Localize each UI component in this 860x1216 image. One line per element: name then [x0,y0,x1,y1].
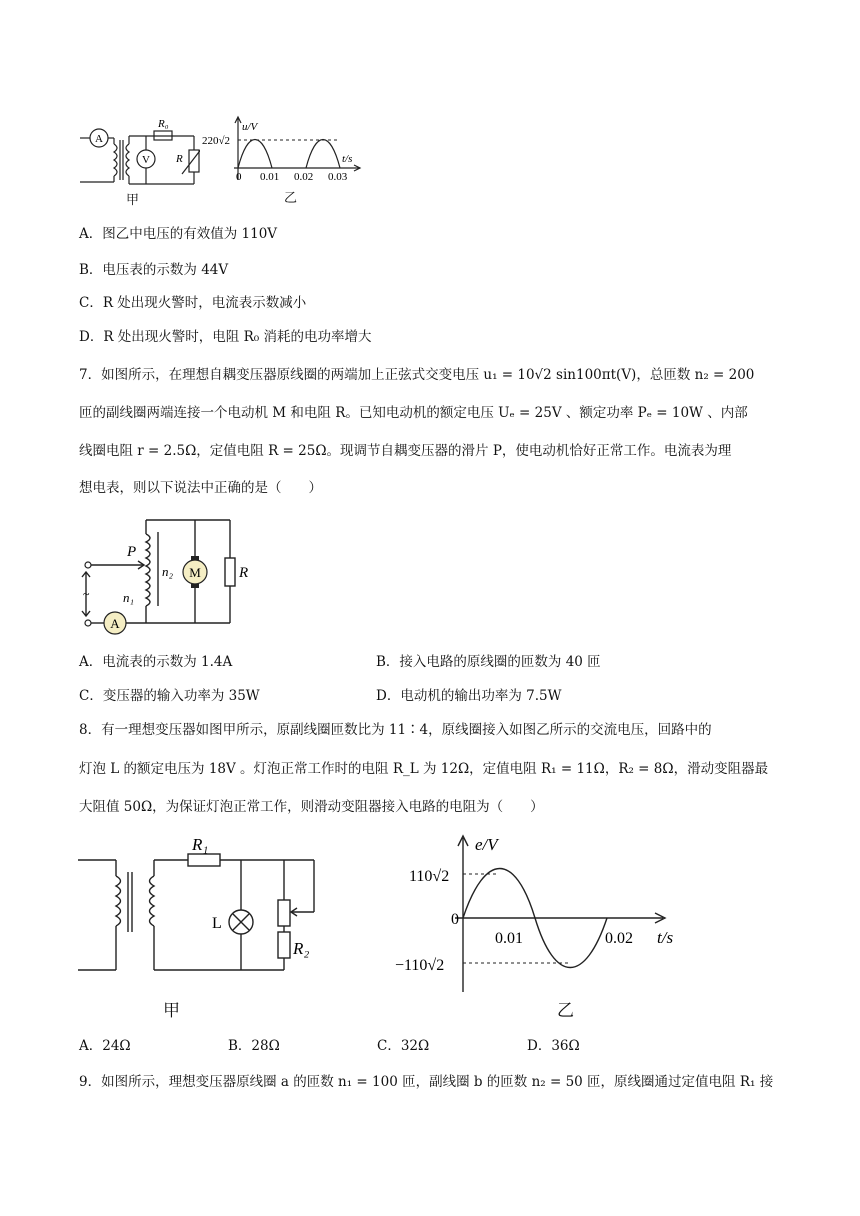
q7-option-d: D．电动机的输出功率为 7.5W [376,688,562,704]
q7-n2-label: n₂ [162,564,174,579]
q8-lamp-label: L [212,915,222,932]
q7-figure [78,510,268,638]
q7-stem-line-3: 线圈电阻 r = 2.5Ω，定值电阻 R = 25Ω。现调节自耦变压器的滑片 P，使电动机恰好正常工作。电流表为理 [79,443,732,459]
q8-yi-xlabel: t/s [657,928,674,947]
q7-stem-line-2: 匝的副线圈两端连接一个电动机 M 和电阻 R。已知电动机的额定电压 Uₑ = 25V 、额定功率 Pₑ = 10W 、内部 [79,405,748,421]
q6-voltmeter-label: V [142,154,150,166]
q8-option-c: C．32Ω [377,1038,430,1054]
q6-figure-yi [200,110,365,186]
q8-stem-line-2: 灯泡 L 的额定电压为 18V 。灯泡正常工作时的电阻 R_L 为 12Ω，定值电阻 R₁ = 11Ω，R₂ = 8Ω，滑动变阻器最 [79,761,769,777]
q6-fig-yi-caption: 乙 [284,191,298,206]
q7-option-a: A．电流表的示数为 1.4A [79,654,233,670]
q8-figure-jia [76,832,331,977]
q8-option-a: A．24Ω [79,1038,131,1054]
q7-slider-p-label: P [127,544,137,560]
q6-yi-tick-3: 0.03 [328,171,348,183]
q7-r-label: R [239,565,249,581]
q8-yi-origin: 0 [451,911,459,928]
q7-option-c: C．变压器的输入功率为 35W [79,688,260,704]
q6-option-a: A．图乙中电压的有效值为 110V [79,226,278,242]
q8-option-b: B．28Ω [228,1038,280,1054]
q6-option-d: D．R 处出现火警时，电阻 R₀ 消耗的电功率增大 [79,329,372,345]
q7-n1-label: n₁ [123,590,135,605]
q7-stem-line-4: 想电表，则以下说法中正确的是（ ） [79,480,322,496]
q7-stem-line-1: 7．如图所示，在理想自耦变压器原线圈的两端加上正弦式交变电压 u₁ = 10√2 sin100πt(V)，总匝数 n₂ = 200 [79,367,755,383]
q8-figure-yi [395,832,685,1000]
q8-yi-ylabel: e/V [475,835,498,854]
q6-yi-xlabel: t/s [342,153,353,165]
q6-fig-jia-caption: 甲 [126,193,140,208]
q6-r-label: R [176,153,183,165]
q6-option-b: B．电压表的示数为 44V [79,262,229,278]
q6-yi-peak-label: 220√2 [202,135,231,147]
q8-fig-yi-caption: 乙 [557,1001,574,1021]
q7-ac-symbol: ~ [83,587,90,601]
q8-yi-peak-pos: 110√2 [409,868,450,885]
q7-motor-label: M [189,565,201,580]
q6-option-c: C．R 处出现火警时，电流表示数减小 [79,295,307,311]
q7-ammeter-label: A [110,616,120,631]
q6-yi-tick-1: 0.01 [260,171,280,183]
q8-stem-line-1: 8．有一理想变压器如图甲所示，原副线圈匝数比为 11∶4，原线圈接入如图乙所示的交流电压，回路中的 [79,722,712,738]
q9-stem-line-1: 9．如图所示，理想变压器原线圈 a 的匝数 n₁ = 100 匝，副线圈 b 的匝数 n₂ = 50 匝，原线圈通过定值电阻 R₁ 接 [79,1074,774,1090]
q8-r1-label: R₁ [192,835,209,854]
q6-yi-tick-0: 0 [236,171,242,183]
q6-figure-jia [76,110,200,192]
q8-yi-peak-neg: −110√2 [395,957,445,974]
q8-stem-line-3: 大阻值 50Ω，为保证灯泡正常工作，则滑动变阻器接入电路的电阻为（ ） [79,799,544,815]
q6-yi-ylabel: u/V [242,121,258,133]
q8-fig-jia-caption: 甲 [163,1001,180,1021]
q8-yi-tick-001: 0.01 [495,930,523,947]
q6-ammeter-label: A [95,133,103,145]
q8-option-d: D．36Ω [527,1038,580,1054]
q8-yi-tick-002: 0.02 [605,930,633,947]
q6-yi-tick-2: 0.02 [294,171,314,183]
q8-r2-label: R₂ [293,939,310,958]
q7-option-b: B．接入电路的原线圈的匝数为 40 匝 [376,654,601,670]
q6-r0-label: R₀ [158,118,169,130]
